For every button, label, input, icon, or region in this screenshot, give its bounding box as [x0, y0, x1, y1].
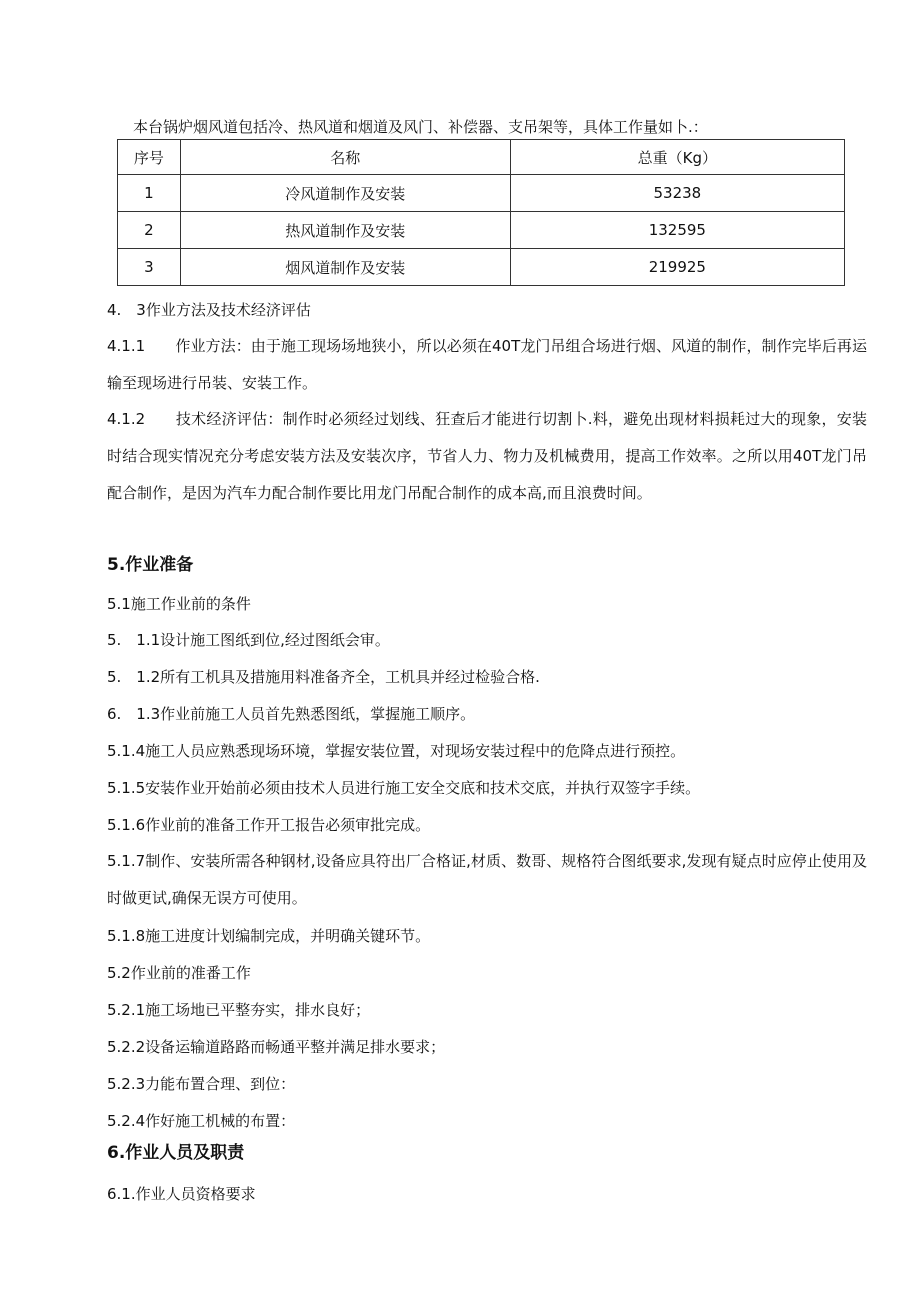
section-5-2-3: 5.2.3力能布置合理、到位： [107, 1075, 296, 1093]
workload-table [117, 139, 845, 286]
section-4-1-2: 4.1.2 技术经济评估：制作时必须经过划线、狂查后才能进行切割卜.料，避免出现材料损耗过大的现象，安装时结合现实情况充分考虑安装方法及安装次序，节省人力、物力及机械费用，提高工作效率。之所以用40T龙门吊配合制作，是因为汽车力配合制作要比用龙门吊配合制作的成本高,而且浪费时间。 [107, 410, 867, 502]
section-5-1: 5.1施工作业前的条件 [107, 595, 251, 613]
section-5-1-1: 5. 1.1设计施工图纸到位,经过图纸会审。 [107, 631, 390, 649]
row-index: 2 [118, 212, 181, 249]
header-weight: 总重（Kg） [510, 140, 844, 175]
section-5-2: 5.2作业前的准番工作 [107, 964, 251, 982]
section-5-1-8: 5.1.8施工进度计划编制完成，并明确关键环节。 [107, 927, 431, 945]
row-name: 烟风道制作及安装 [180, 249, 510, 286]
table-row [118, 175, 845, 212]
section-5-1-7: 5.1.7制作、安装所需各种钢材,设备应具符出厂合格证,材质、数哥、规格符合图纸要求,发现有疑点时应停止使用及时做更试,确保无误方可使用。 [107, 852, 867, 907]
section-5-2-4: 5.2.4作好施工机械的布置： [107, 1112, 296, 1130]
row-index: 1 [118, 175, 181, 212]
header-index: 序号 [118, 140, 181, 175]
section-4-3: 4. 3作业方法及技术经济评估 [107, 301, 311, 319]
section-5-1-3: 6. 1.3作业前施工人员首先熟悉图纸，掌握施工顺序。 [107, 705, 476, 723]
section-5-1-6: 5.1.6作业前的准备工作开工报告必须审批完成。 [107, 816, 431, 834]
table-row [118, 212, 845, 249]
intro-paragraph: 本台锅炉烟风道包括冷、热风道和烟道及风门、补偿器、支吊架等，具体工作量如卜.： [133, 118, 708, 136]
row-weight: 53238 [510, 175, 844, 212]
row-weight: 132595 [510, 212, 844, 249]
section-5-2-2: 5.2.2设备运输道路路而畅通平整并满足排水要求； [107, 1038, 446, 1056]
row-weight: 219925 [510, 249, 844, 286]
section-5-1-4: 5.1.4施工人员应熟悉现场环境，掌握安装位置，对现场安装过程中的危降点进行预控。 [107, 742, 686, 760]
heading-5: 5.作业准备 [107, 555, 194, 575]
section-5-2-1: 5.2.1施工场地已平整夯实，排水良好； [107, 1001, 371, 1019]
section-5-1-2: 5. 1.2所有工机具及措施用料准备齐全，工机具并经过检验合格. [107, 668, 540, 686]
section-5-1-5: 5.1.5安装作业开始前必须由技术人员进行施工安全交底和技术交底，并执行双签字手续。 [107, 779, 701, 797]
row-name: 冷风道制作及安装 [180, 175, 510, 212]
table-header-row [118, 140, 845, 175]
section-6-1: 6.1.作业人员资格要求 [107, 1185, 256, 1203]
section-4-1-1: 4.1.1 作业方法：由于施工现场场地狭小，所以必须在40T龙门吊组合场进行烟、风道的制作，制作完毕后再运输至现场进行吊装、安装工作。 [107, 337, 867, 392]
row-name: 热风道制作及安装 [180, 212, 510, 249]
header-name: 名称 [180, 140, 510, 175]
row-index: 3 [118, 249, 181, 286]
table-row [118, 249, 845, 286]
heading-6: 6.作业人员及职责 [107, 1143, 245, 1163]
